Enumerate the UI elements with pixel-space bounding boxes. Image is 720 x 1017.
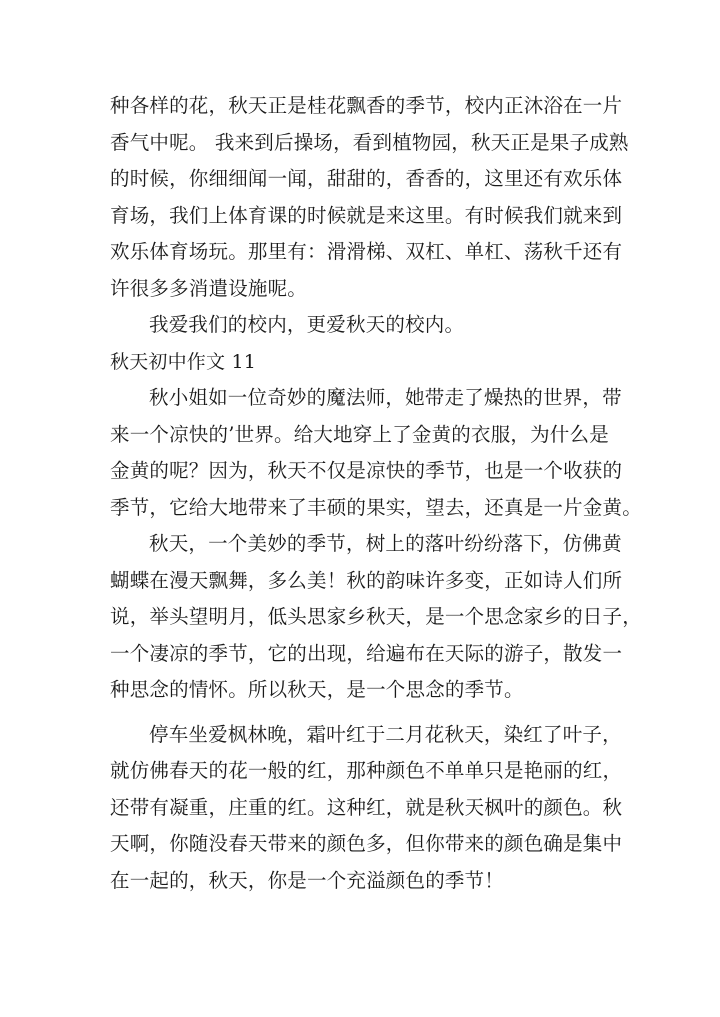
text-line: 秋小姐如一位奇妙的魔法师，她带走了燥热的世界，带 — [149, 386, 622, 409]
text-line: 一个凄凉的季节，它的出现，给遍布在天际的游子，散发一 — [110, 641, 623, 665]
text-line: 天啊，你随没春天带来的颜色多，但你带来的颜色确是集中 — [110, 832, 623, 855]
essay-heading: 秋天初中作文 11 — [110, 350, 257, 373]
text-line: 季节，它给大地带来了丰硕的果实，望去，还真是一片金黄。 — [110, 495, 642, 519]
text-line: 秋天，一个美妙的季节，树上的落叶纷纷落下，仿佛黄 — [149, 532, 622, 555]
paragraph-miss-autumn — [110, 380, 642, 526]
text-line: 在一起的，秋天，你是一个充溢颜色的季节！ — [110, 868, 505, 892]
text-line: 还带有凝重，庄重的红。这种红，就是秋天枫叶的颜色。秋 — [110, 795, 623, 819]
text-line: 种思念的情怀。所以秋天，是一个思念的季节。 — [110, 678, 524, 701]
text-line: 我爱我们的校内，更爱秋天的校内。 — [149, 313, 465, 336]
paragraph-school-flowers — [110, 88, 629, 307]
text-line: 育场，我们上体育课的时候就是来这里。有时候我们就来到 — [110, 203, 623, 227]
document-body — [110, 88, 642, 899]
text-line: 种各样的花，秋天正是桂花飘香的季节，校内正沐浴在一片 — [110, 94, 623, 117]
text-line: 金黄的呢？因为，秋天不仅是凉快的季节，也是一个收获的 — [110, 459, 623, 482]
text-line: 停车坐爱枫林晚，霜叶红于二月花秋天，染红了叶子， — [149, 722, 622, 746]
text-line: 的时候，你细细闻一闻，甜甜的，香香的，这里还有欢乐体 — [110, 167, 623, 190]
text-line: 欢乐体育场玩。那里有：滑滑梯、双杠、单杠、荡秋千还有 — [110, 240, 623, 263]
text-line: 就仿佛春天的花一般的红，那种颜色不单单只是艳丽的红， — [110, 759, 623, 782]
paragraph-love-school — [110, 307, 615, 344]
text-line: 许很多多消遣设施呢。 — [110, 276, 308, 300]
text-line: 来一个凉快的’世界。给大地穿上了金黄的衣服，为什么是 — [110, 422, 609, 446]
paragraph-maple-leaves — [110, 717, 623, 900]
text-line: 香气中呢。 我来到后操场，看到植物园，秋天正是果子成熟 — [110, 130, 629, 154]
text-line: 说，举头望明月，低头思家乡秋天，是一个思念家乡的日子， — [110, 605, 642, 628]
paragraph-beautiful-season — [110, 526, 642, 709]
text-line: 蝴蝶在漫天飘舞，多么美！秋的韵味许多变，正如诗人们所 — [110, 568, 623, 592]
